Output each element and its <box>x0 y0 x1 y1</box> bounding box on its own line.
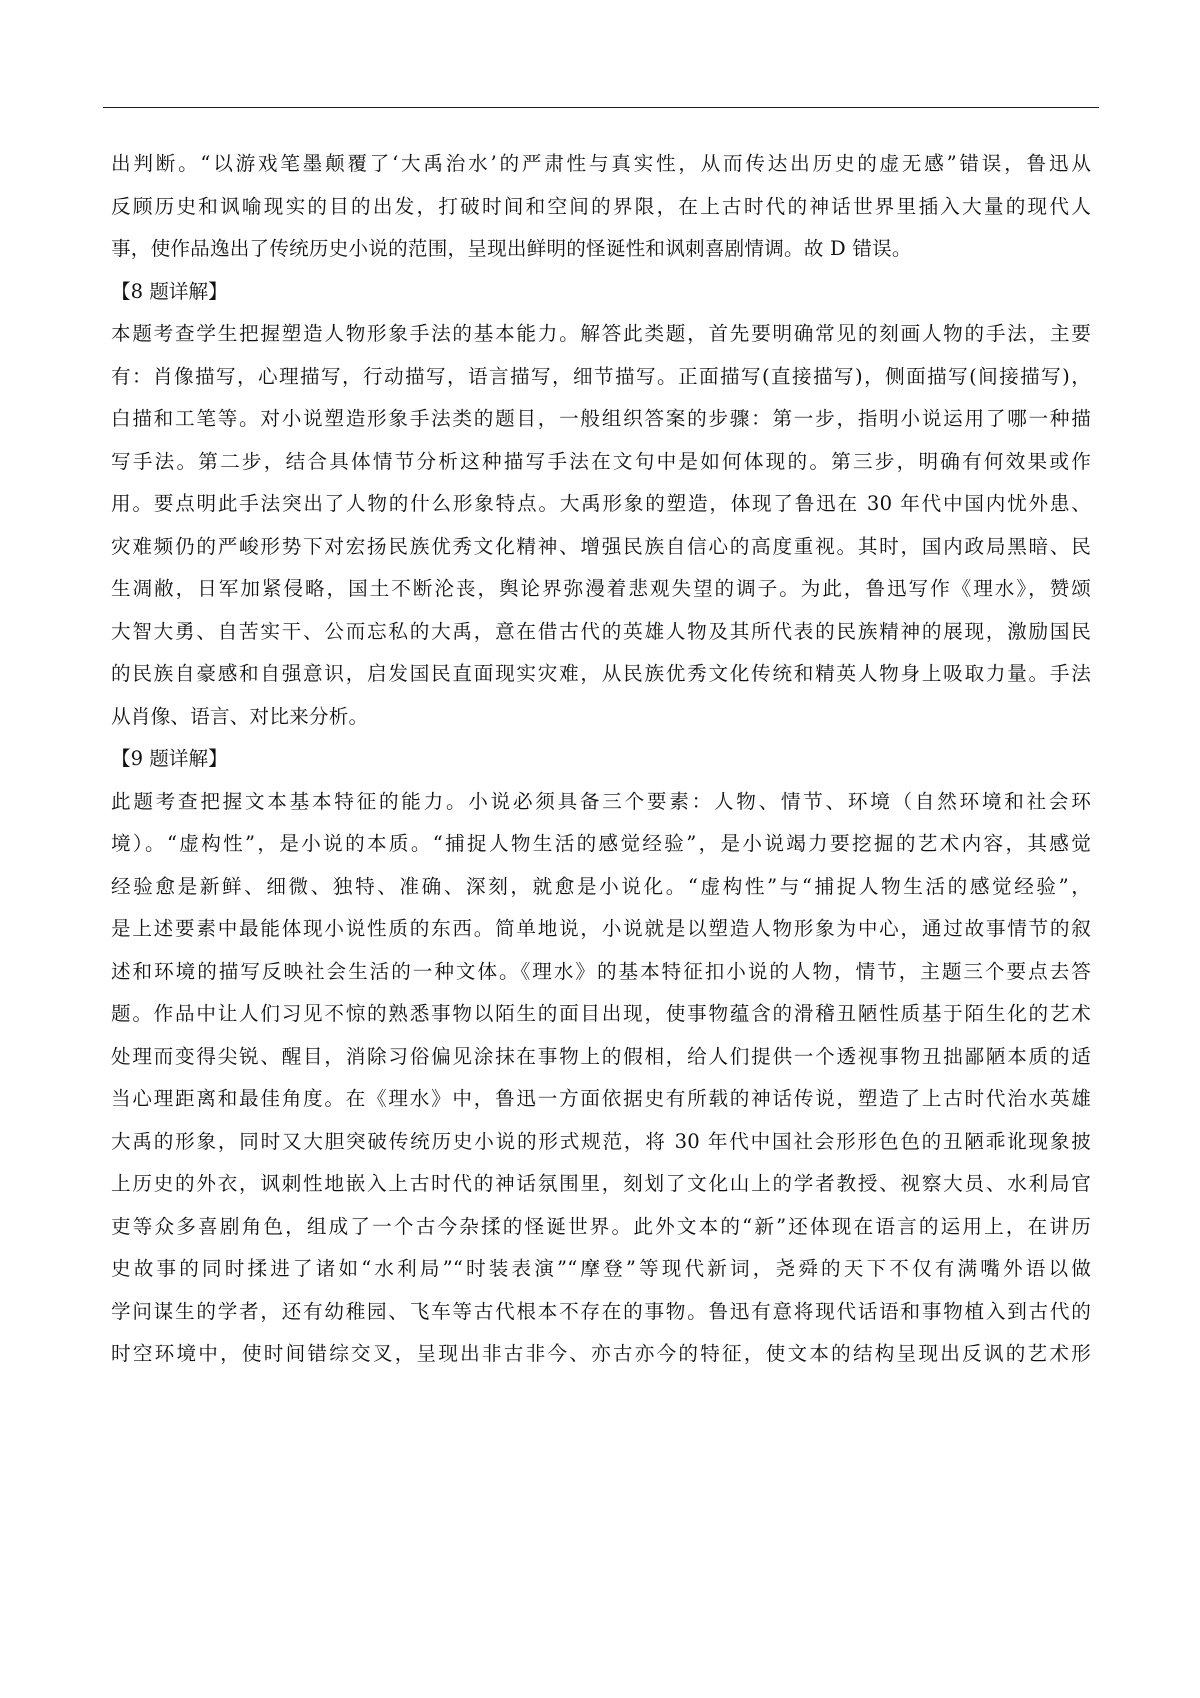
text-line: 处理而变得尖锐、醒目，消除习俗偏见涂抹在事物上的假相，给人们提供一个透视事物丑拙鄙陋本质的适 <box>111 1044 1091 1068</box>
text-line: 学问谋生的学者，还有幼稚园、飞车等古代根本不存在的事物。鲁迅有意将现代话语和事物植入到古代的 <box>111 1299 1091 1323</box>
section-heading-9: 【9 题详解】 <box>111 747 228 770</box>
text-line: 史故事的同时揉进了诸如“水利局”“时装表演”“摩登”等现代新词，尧舜的天下不仅有满嘴外语以做 <box>111 1257 1091 1280</box>
text-line: 此题考查把握文本基本特征的能力。小说必须具备三个要素：人物、情节、环境（自然环境和社会环 <box>111 789 1091 813</box>
document-body <box>111 143 1091 1376</box>
text-line: 时空环境中，使时间错综交叉，呈现出非古非今、亦古亦今的特征，使文本的结构呈现出反讽的艺术形 <box>111 1342 1091 1365</box>
text-line: 大智大勇、自苦实干、公而忘私的大禹，意在借古代的英雄人物及其所代表的民族精神的展现，激励国民 <box>111 619 1091 643</box>
text-line: 经验愈是新鲜、细微、独特、准确、深刻，就愈是小说化。“虚构性”与“捕捉人物生活的感觉经验”， <box>111 874 1091 898</box>
text-line: 白描和工笔等。对小说塑造形象手法类的题目，一般组织答案的步骤：第一步，指明小说运用了哪一种描 <box>111 407 1091 430</box>
text-line: 的民族自豪感和自强意识，启发国民直面现实灾难，从民族优秀文化传统和精英人物身上吸取力量。手法 <box>111 662 1091 685</box>
section-heading-8: 【8 题详解】 <box>111 279 228 303</box>
paragraph-7-conclusion <box>111 143 1091 271</box>
text-line: 吏等众多喜剧角色，组成了一个古今杂揉的怪诞世界。此外文本的“新”还体现在语言的运用上，在讲历 <box>111 1214 1091 1238</box>
text-line: 事，使作品逸出了传统历史小说的范围，呈现出鲜明的怪诞性和讽刺喜剧情调。故 D 错误。 <box>111 237 912 260</box>
text-line: 反顾历史和讽喻现实的目的出发，打破时间和空间的界限，在上古时代的神话世界里插入大量的现代人 <box>111 194 1091 218</box>
text-line: 灾难频仍的严峻形势下对宏扬民族优秀文化精神、增强民族自信心的高度重视。其时，国内政局黑暗、民 <box>111 534 1091 558</box>
text-line: 有：肖像描写，心理描写，行动描写，语言描写，细节描写。正面描写(直接描写)，侧面描写(间接描写)， <box>111 364 1091 388</box>
text-line: 从肖像、语言、对比来分析。 <box>111 704 369 728</box>
text-line: 出判断。“以游戏笔墨颠覆了‘大禹治水’的严肃性与真实性，从而传达出历史的虚无感”错误，鲁迅从 <box>111 152 1091 175</box>
text-line: 生凋敝，日军加紧侵略，国土不断沦丧，舆论界弥漫着悲观失望的调子。为此，鲁迅写作《理水》，赞颂 <box>111 577 1091 600</box>
text-line: 上历史的外衣，讽刺性地嵌入上古时代的神话氛围里，刻划了文化山上的学者教授、视察大员、水利局官 <box>111 1172 1091 1195</box>
paragraph-8 <box>111 313 1091 738</box>
text-line: 当心理距离和最佳角度。在《理水》中，鲁迅一方面依据史有所载的神话传说，塑造了上古时代治水英雄 <box>111 1087 1091 1110</box>
text-line: 述和环境的描写反映社会生活的一种文体。《理水》的基本特征扣小说的人物，情节，主题三个要点去答 <box>111 959 1091 983</box>
text-line: 是上述要素中最能体现小说性质的东西。简单地说，小说就是以塑造人物形象为中心，通过故事情节的叙 <box>111 917 1091 940</box>
paragraph-9 <box>111 781 1091 1376</box>
text-line: 境）。“虚构性”，是小说的本质。“捕捉人物生活的感觉经验”，是小说竭力要挖掘的艺术内容，其感觉 <box>111 832 1091 855</box>
text-line: 本题考查学生把握塑造人物形象手法的基本能力。解答此类题，首先要明确常见的刻画人物的手法，主要 <box>111 322 1091 345</box>
text-line: 写手法。第二步，结合具体情节分析这种描写手法在文句中是如何体现的。第三步，明确有何效果或作 <box>111 449 1091 473</box>
text-line: 题。作品中让人们习见不惊的熟悉事物以陌生的面目出现，使事物蕴含的滑稽丑陋性质基于陌生化的艺术 <box>111 1002 1091 1025</box>
header-rule <box>103 107 1099 108</box>
text-line: 用。要点明此手法突出了人物的什么形象特点。大禹形象的塑造，体现了鲁迅在 30 年代中国内忧外患、 <box>111 492 1091 515</box>
text-line: 大禹的形象，同时又大胆突破传统历史小说的形式规范，将 30 年代中国社会形形色色的丑陋乖讹现象披 <box>111 1129 1091 1153</box>
